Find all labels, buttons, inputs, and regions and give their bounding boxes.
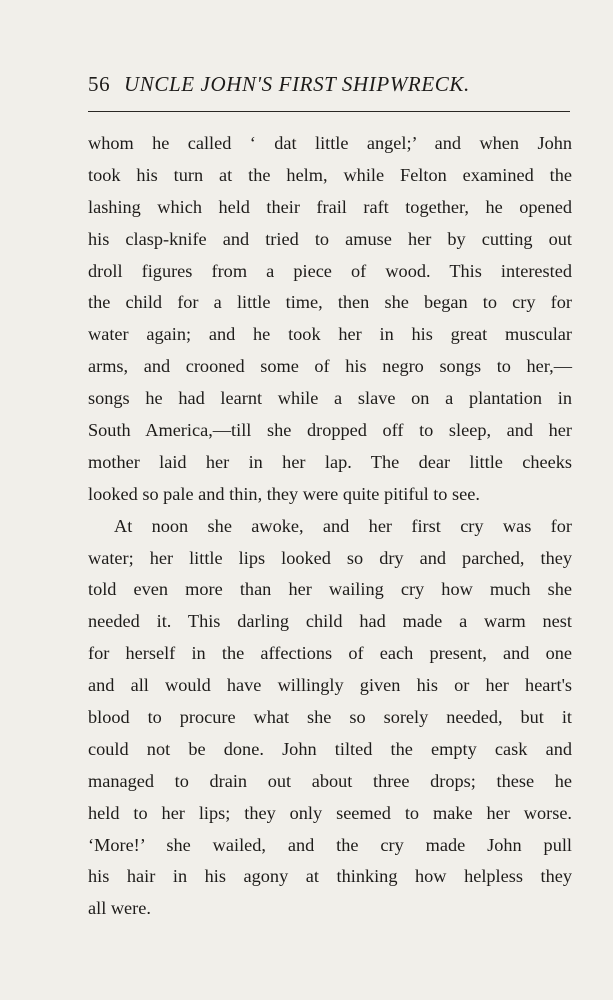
text-line: needed it. This darling child had made a warm nest [88,611,572,632]
text-line: water again; and he took her in his great muscular [88,324,572,345]
text-line: for herself in the affections of each present, and one [88,643,572,664]
running-title: UNCLE JOHN'S FIRST SHIPWRECK. [124,72,470,96]
text-line: all were. [88,898,151,919]
body-text [88,128,572,925]
text-line: whom he called ‘ dat little angel;’ and when John [88,133,572,153]
running-head [88,72,572,106]
header-rule [88,111,570,112]
text-line: and all would have willingly given his or her heart's [88,675,572,696]
text-line: his clasp-knife and tried to amuse her by cutting out [88,228,572,249]
text-line: the child for a little time, then she began to cry for [88,292,572,313]
text-line: could not be done. John tilted the empty cask and [88,738,572,759]
text-line: took his turn at the helm, while Felton examined the [88,164,572,185]
text-line: his hair in his agony at thinking how helpless they [88,866,572,887]
text-line: told even more than her wailing cry how much she [88,579,572,600]
text-line: managed to drain out about three drops; these he [88,770,572,791]
text-line: blood to procure what she so sorely needed, but it [88,707,572,728]
page-number: 56 [88,72,111,96]
text-line: ‘More!’ she wailed, and the cry made John pull [88,834,572,855]
text-line: At noon she awoke, and her first cry was for [114,515,572,536]
text-line: water; her little lips looked so dry and parched, they [88,547,572,568]
text-line: looked so pale and thin, they were quite pitiful to see. [88,483,480,504]
text-line: lashing which held their frail raft together, he opened [88,196,572,217]
text-line: songs he had learnt while a slave on a plantation in [88,388,572,409]
text-line: droll figures from a piece of wood. This interested [88,260,572,281]
text-line: arms, and crooned some of his negro songs to her,— [88,356,572,377]
text-line: South America,—till she dropped off to sleep, and her [88,420,572,441]
text-line: mother laid her in her lap. The dear little cheeks [88,451,572,472]
text-line: held to her lips; they only seemed to make her worse. [88,802,572,823]
